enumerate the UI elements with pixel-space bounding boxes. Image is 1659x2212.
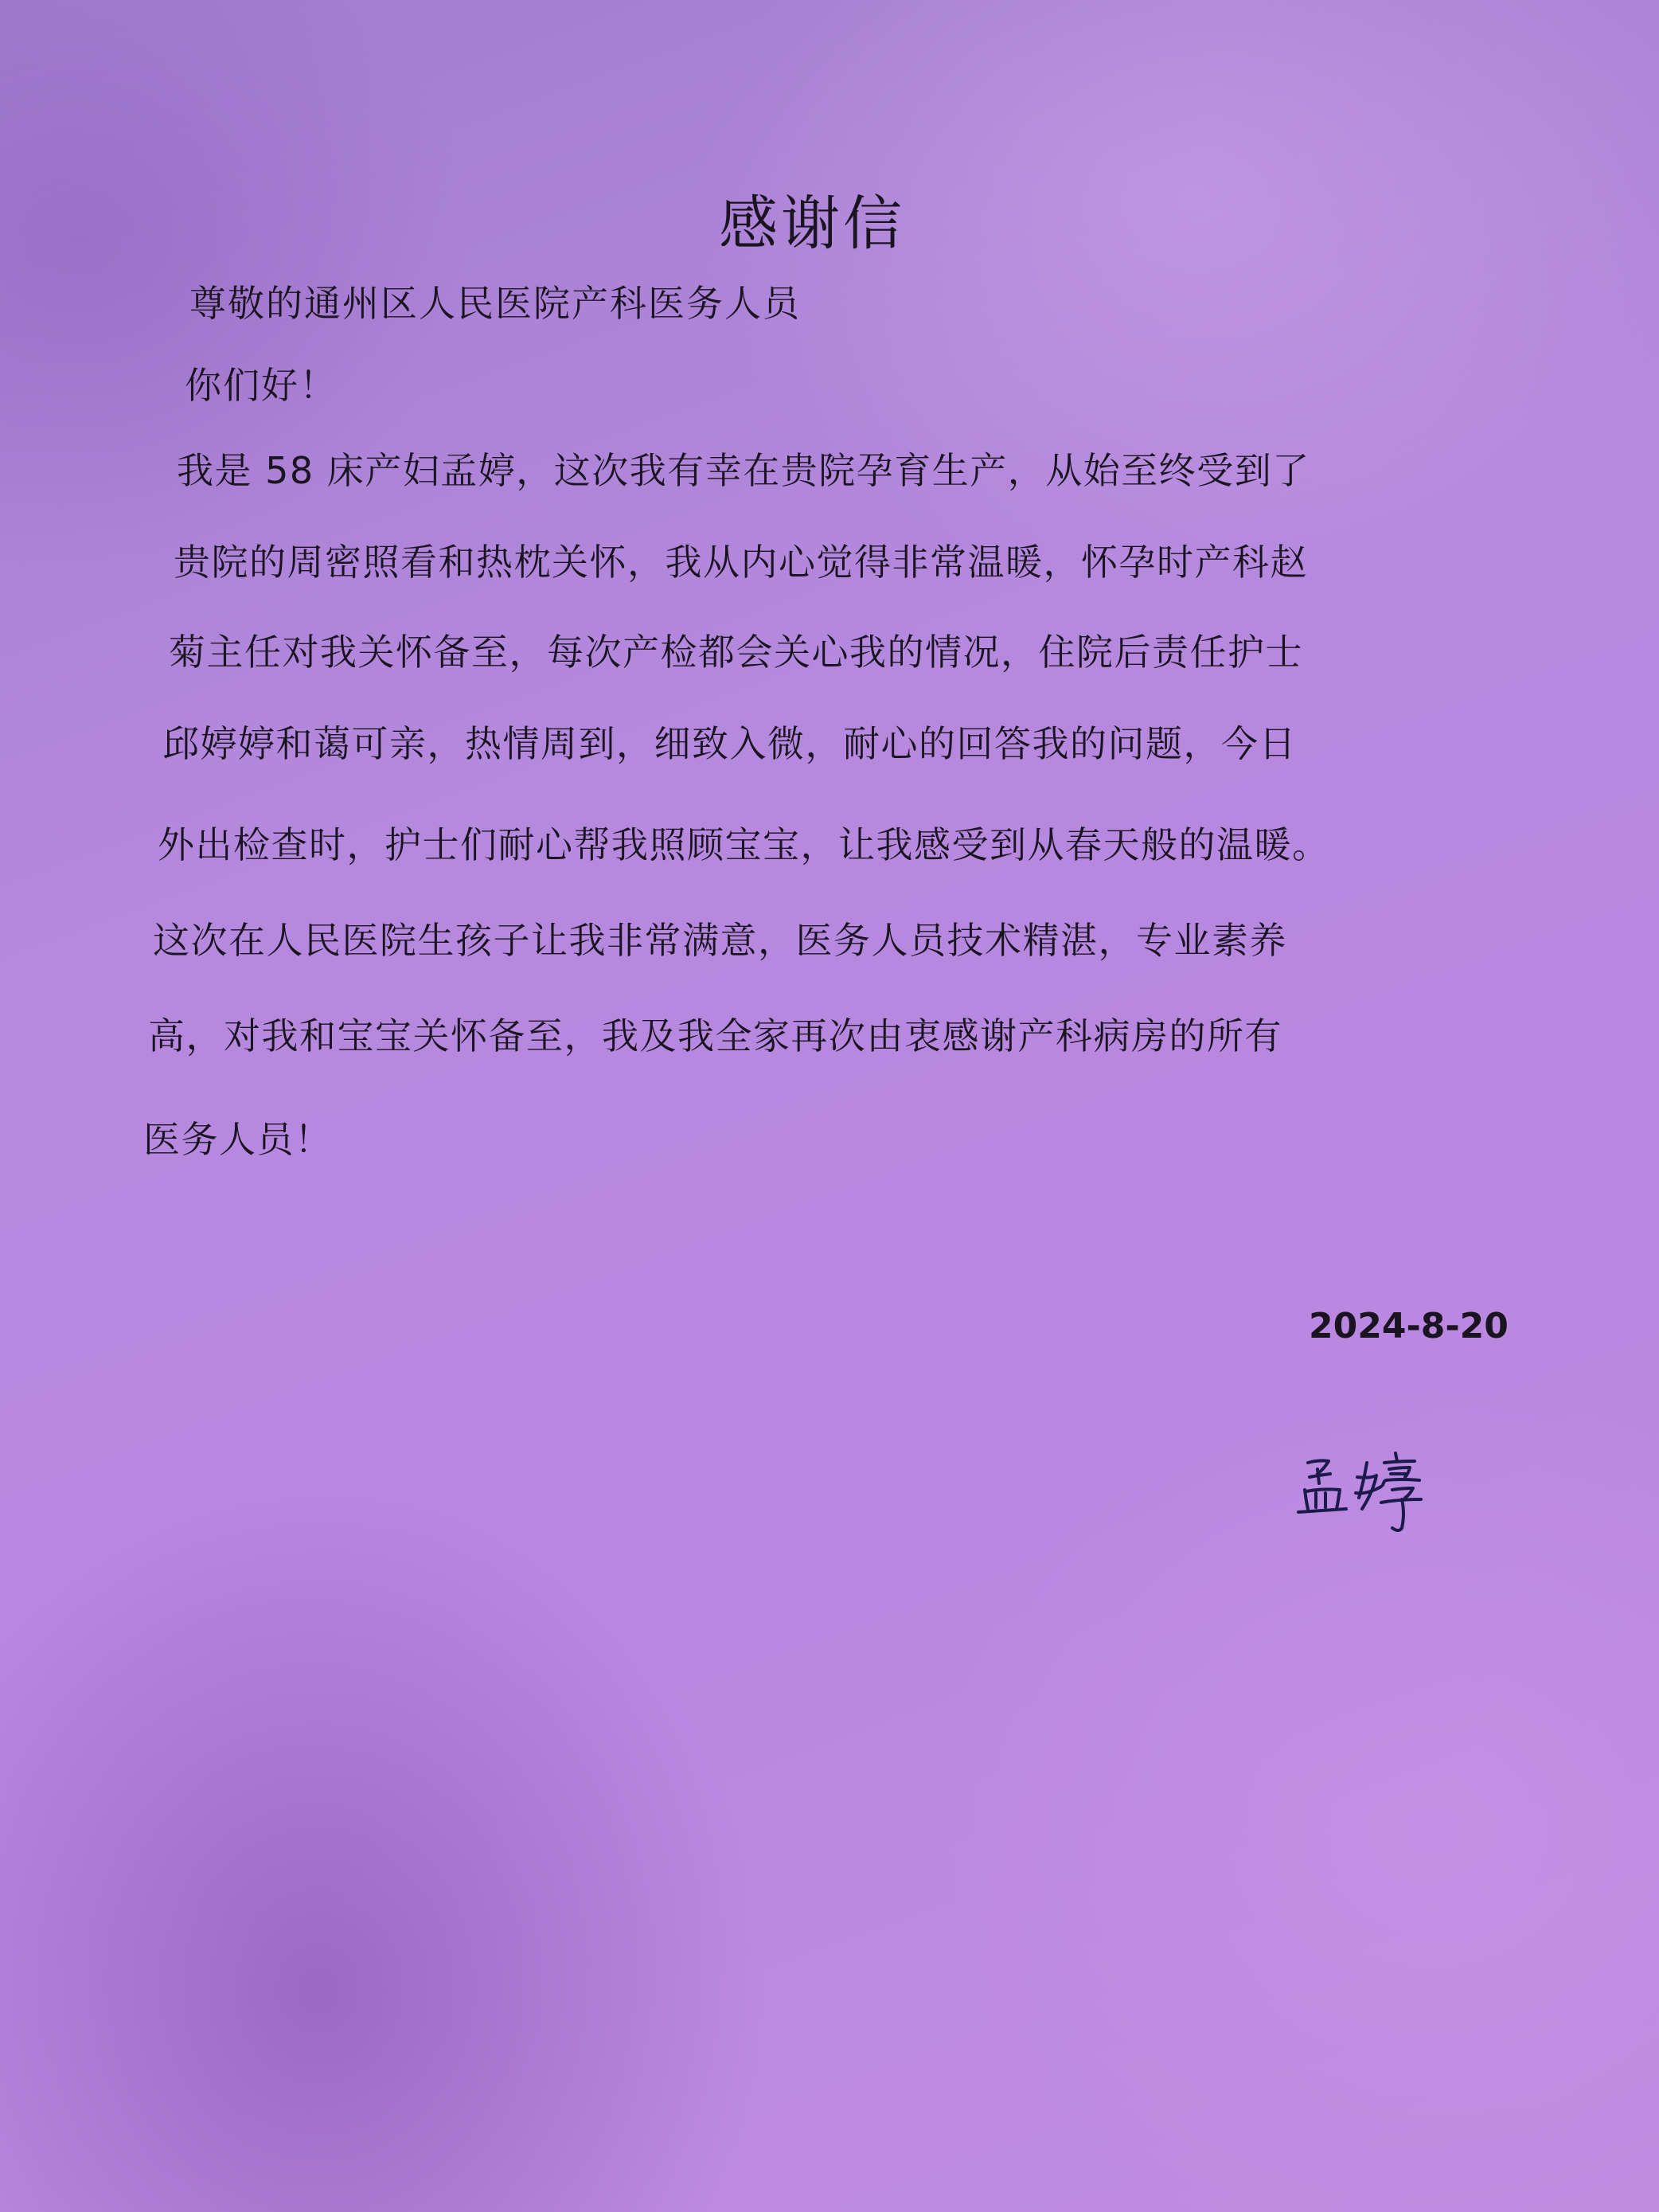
letter-body-line: 邱婷婷和蔼可亲，热情周到，细致入微，耐心的回答我的问题，今日 [162, 722, 1297, 765]
letter-date: 2024-8-20 [1309, 1306, 1509, 1346]
letter-body-line: 贵院的周密照看和热枕关怀，我从内心觉得非常温暖，怀孕时产科赵 [174, 541, 1308, 584]
letter-body-line: 我是 58 床产妇孟婷，这次我有幸在贵院孕育生产，从始至终受到了 [177, 449, 1310, 492]
handwritten-signature [1294, 1445, 1453, 1541]
letter-body-line: 外出检查时，护士们耐心帮我照顾宝宝，让我感受到从春天般的温暖。 [158, 823, 1330, 866]
letter-salutation: 尊敬的通州区人民医院产科医务人员 [189, 282, 801, 325]
letter-body-line: 这次在人民医院生孩子让我非常满意，医务人员技术精湛，专业素养 [153, 919, 1287, 962]
letter-body-line: 高，对我和宝宝关怀备至，我及我全家再次由衷感谢产科病房的所有 [148, 1014, 1282, 1057]
letter-title: 感谢信 [719, 190, 905, 258]
letter-greeting: 你们好！ [185, 364, 338, 407]
letter-body-line: 医务人员！ [143, 1118, 333, 1161]
letter-body-line: 菊主任对我关怀备至，每次产检都会关心我的情况，住院后责任护士 [169, 631, 1303, 674]
